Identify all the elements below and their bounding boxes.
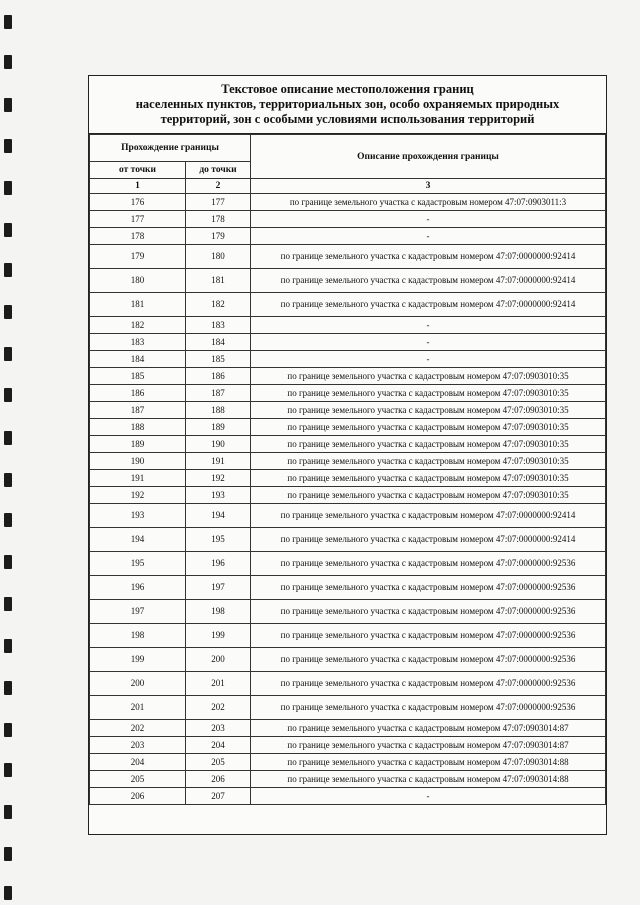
binding-hole	[4, 181, 12, 195]
to-point-cell: 197	[186, 576, 251, 600]
header-col-1: 1	[90, 179, 186, 194]
table-row	[90, 576, 606, 600]
to-point-cell: 207	[186, 788, 251, 805]
table-row	[90, 402, 606, 419]
table-row	[90, 269, 606, 293]
binding-hole	[4, 388, 12, 402]
to-point-cell: 182	[186, 293, 251, 317]
table-row	[90, 211, 606, 228]
header-passage: Прохождение границы	[90, 135, 251, 162]
title-line-2: населенных пунктов, территориальных зон, особо охраняемых природных	[135, 97, 560, 111]
to-point-cell: 205	[186, 754, 251, 771]
description-cell: -	[251, 317, 606, 334]
binding-hole	[4, 223, 12, 237]
from-point-cell: 206	[90, 788, 186, 805]
table-row	[90, 317, 606, 334]
table-row	[90, 334, 606, 351]
table-row	[90, 368, 606, 385]
table-row	[90, 194, 606, 211]
to-point-cell: 204	[186, 737, 251, 754]
description-cell: -	[251, 211, 606, 228]
to-point-cell: 177	[186, 194, 251, 211]
description-cell: по границе земельного участка с кадастровым номером 47:07:0903010:35	[251, 470, 606, 487]
to-point-cell: 179	[186, 228, 251, 245]
from-point-cell: 176	[90, 194, 186, 211]
from-point-cell: 201	[90, 696, 186, 720]
table-row	[90, 351, 606, 368]
description-cell: по границе земельного участка с кадастровым номером 47:07:0903010:35	[251, 368, 606, 385]
table-body	[90, 194, 606, 805]
description-cell: по границе земельного участка с кадастровым номером 47:07:0000000:92536	[251, 696, 606, 720]
from-point-cell: 189	[90, 436, 186, 453]
to-point-cell: 198	[186, 600, 251, 624]
document-title	[89, 76, 606, 134]
to-point-cell: 178	[186, 211, 251, 228]
description-cell: по границе земельного участка с кадастровым номером 47:07:0000000:92536	[251, 600, 606, 624]
description-cell: -	[251, 351, 606, 368]
from-point-cell: 190	[90, 453, 186, 470]
from-point-cell: 186	[90, 385, 186, 402]
to-point-cell: 186	[186, 368, 251, 385]
to-point-cell: 195	[186, 528, 251, 552]
from-point-cell: 193	[90, 504, 186, 528]
binding-hole	[4, 681, 12, 695]
from-point-cell: 196	[90, 576, 186, 600]
from-point-cell: 185	[90, 368, 186, 385]
from-point-cell: 192	[90, 487, 186, 504]
description-cell: -	[251, 228, 606, 245]
from-point-cell: 188	[90, 419, 186, 436]
from-point-cell: 187	[90, 402, 186, 419]
binding-hole	[4, 639, 12, 653]
to-point-cell: 196	[186, 552, 251, 576]
table-row	[90, 737, 606, 754]
to-point-cell: 203	[186, 720, 251, 737]
description-cell: по границе земельного участка с кадастровым номером 47:07:0000000:92414	[251, 504, 606, 528]
binding-hole	[4, 886, 12, 900]
table-row	[90, 487, 606, 504]
table-row	[90, 453, 606, 470]
header-col-3: 3	[251, 179, 606, 194]
from-point-cell: 184	[90, 351, 186, 368]
binding-holes	[3, 0, 19, 905]
description-cell: по границе земельного участка с кадастровым номером 47:07:0903011:3	[251, 194, 606, 211]
binding-hole	[4, 431, 12, 445]
to-point-cell: 201	[186, 672, 251, 696]
from-point-cell: 204	[90, 754, 186, 771]
binding-hole	[4, 305, 12, 319]
table-row	[90, 228, 606, 245]
binding-hole	[4, 763, 12, 777]
to-point-cell: 206	[186, 771, 251, 788]
binding-hole	[4, 98, 12, 112]
to-point-cell: 185	[186, 351, 251, 368]
to-point-cell: 188	[186, 402, 251, 419]
table-row	[90, 648, 606, 672]
description-cell: по границе земельного участка с кадастровым номером 47:07:0903010:35	[251, 419, 606, 436]
binding-hole	[4, 597, 12, 611]
from-point-cell: 203	[90, 737, 186, 754]
to-point-cell: 194	[186, 504, 251, 528]
binding-hole	[4, 263, 12, 277]
from-point-cell: 182	[90, 317, 186, 334]
table-row	[90, 419, 606, 436]
table-row	[90, 696, 606, 720]
header-from-point: от точки	[90, 162, 186, 179]
table-row	[90, 504, 606, 528]
to-point-cell: 183	[186, 317, 251, 334]
from-point-cell: 194	[90, 528, 186, 552]
table-row	[90, 436, 606, 453]
binding-hole	[4, 847, 12, 861]
table-row	[90, 720, 606, 737]
from-point-cell: 180	[90, 269, 186, 293]
title-line-1: Текстовое описание местоположения границ	[221, 82, 474, 96]
from-point-cell: 179	[90, 245, 186, 269]
description-cell: -	[251, 334, 606, 351]
from-point-cell: 200	[90, 672, 186, 696]
from-point-cell: 205	[90, 771, 186, 788]
to-point-cell: 184	[186, 334, 251, 351]
to-point-cell: 199	[186, 624, 251, 648]
description-cell: по границе земельного участка с кадастровым номером 47:07:0000000:92414	[251, 269, 606, 293]
to-point-cell: 189	[186, 419, 251, 436]
description-cell: по границе земельного участка с кадастровым номером 47:07:0903014:88	[251, 771, 606, 788]
to-point-cell: 191	[186, 453, 251, 470]
description-cell: по границе земельного участка с кадастровым номером 47:07:0903014:88	[251, 754, 606, 771]
binding-hole	[4, 555, 12, 569]
description-cell: -	[251, 788, 606, 805]
document-frame	[88, 75, 607, 835]
from-point-cell: 191	[90, 470, 186, 487]
table-row	[90, 552, 606, 576]
to-point-cell: 187	[186, 385, 251, 402]
to-point-cell: 192	[186, 470, 251, 487]
to-point-cell: 193	[186, 487, 251, 504]
description-cell: по границе земельного участка с кадастровым номером 47:07:0000000:92414	[251, 293, 606, 317]
binding-hole	[4, 723, 12, 737]
from-point-cell: 195	[90, 552, 186, 576]
binding-hole	[4, 15, 12, 29]
table-row	[90, 771, 606, 788]
table-row	[90, 470, 606, 487]
table-row	[90, 293, 606, 317]
table-row	[90, 672, 606, 696]
description-cell: по границе земельного участка с кадастровым номером 47:07:0903010:35	[251, 487, 606, 504]
header-col-2: 2	[186, 179, 251, 194]
description-cell: по границе земельного участка с кадастровым номером 47:07:0903010:35	[251, 453, 606, 470]
description-cell: по границе земельного участка с кадастровым номером 47:07:0000000:92414	[251, 528, 606, 552]
description-cell: по границе земельного участка с кадастровым номером 47:07:0903010:35	[251, 402, 606, 419]
table-row	[90, 788, 606, 805]
binding-hole	[4, 805, 12, 819]
from-point-cell: 197	[90, 600, 186, 624]
description-cell: по границе земельного участка с кадастровым номером 47:07:0000000:92536	[251, 648, 606, 672]
header-description: Описание прохождения границы	[251, 135, 606, 179]
description-cell: по границе земельного участка с кадастровым номером 47:07:0000000:92536	[251, 576, 606, 600]
to-point-cell: 181	[186, 269, 251, 293]
title-line-3: территорий, зон с особыми условиями использования территорий	[160, 112, 535, 126]
table-row	[90, 528, 606, 552]
description-cell: по границе земельного участка с кадастровым номером 47:07:0000000:92536	[251, 552, 606, 576]
binding-hole	[4, 513, 12, 527]
boundary-table	[89, 134, 606, 805]
description-cell: по границе земельного участка с кадастровым номером 47:07:0903014:87	[251, 720, 606, 737]
to-point-cell: 200	[186, 648, 251, 672]
to-point-cell: 190	[186, 436, 251, 453]
from-point-cell: 177	[90, 211, 186, 228]
description-cell: по границе земельного участка с кадастровым номером 47:07:0000000:92536	[251, 672, 606, 696]
from-point-cell: 178	[90, 228, 186, 245]
binding-hole	[4, 139, 12, 153]
binding-hole	[4, 55, 12, 69]
description-cell: по границе земельного участка с кадастровым номером 47:07:0000000:92536	[251, 624, 606, 648]
description-cell: по границе земельного участка с кадастровым номером 47:07:0903010:35	[251, 436, 606, 453]
description-cell: по границе земельного участка с кадастровым номером 47:07:0903014:87	[251, 737, 606, 754]
from-point-cell: 199	[90, 648, 186, 672]
table-row	[90, 754, 606, 771]
binding-hole	[4, 473, 12, 487]
to-point-cell: 202	[186, 696, 251, 720]
to-point-cell: 180	[186, 245, 251, 269]
description-cell: по границе земельного участка с кадастровым номером 47:07:0903010:35	[251, 385, 606, 402]
table-row	[90, 385, 606, 402]
table-row	[90, 624, 606, 648]
description-cell: по границе земельного участка с кадастровым номером 47:07:0000000:92414	[251, 245, 606, 269]
table-row	[90, 600, 606, 624]
binding-hole	[4, 347, 12, 361]
from-point-cell: 181	[90, 293, 186, 317]
header-to-point: до точки	[186, 162, 251, 179]
from-point-cell: 202	[90, 720, 186, 737]
table-row	[90, 245, 606, 269]
from-point-cell: 198	[90, 624, 186, 648]
from-point-cell: 183	[90, 334, 186, 351]
